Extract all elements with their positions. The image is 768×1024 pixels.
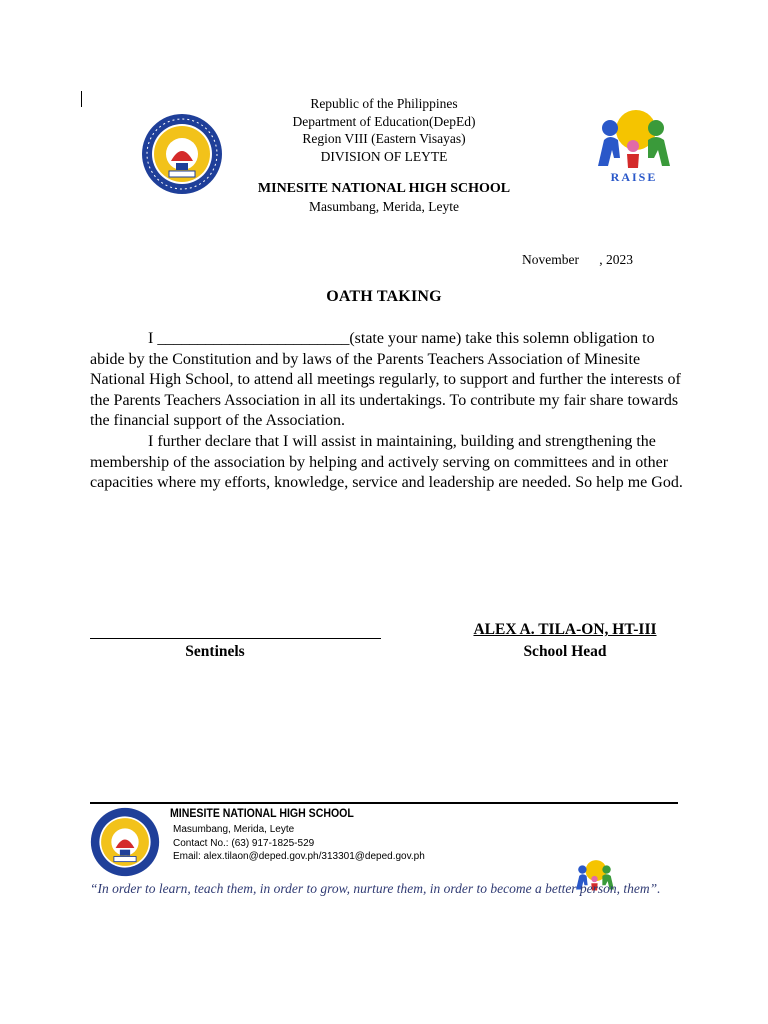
header-line-region: Region VIII (Eastern Visayas) bbox=[302, 131, 466, 146]
footer-contact-block bbox=[173, 823, 425, 864]
footer-address: Masumbang, Merida, Leyte bbox=[173, 824, 295, 835]
header-line-division: DIVISION OF LEYTE bbox=[320, 148, 448, 164]
header-line-department: Department of Education(DepEd) bbox=[292, 113, 476, 129]
raise-logo-text: RAISE bbox=[610, 170, 658, 184]
signatory-title: School Head bbox=[523, 643, 607, 660]
oath-paragraph-1: I ________________________(state your name) take this solemn obligation to abide by the Constitution and by laws of the Parents Teachers Association of Minesite National High School, to attend all meetings regularly, to support and further the interests of the Parents Teachers Association in all its undertakings. To contribute my fair share towards the financial support of the Association. bbox=[90, 330, 681, 430]
document-date: November , 2023 bbox=[522, 252, 633, 267]
signature-label-sentinels: Sentinels bbox=[185, 643, 245, 660]
footer-quote: “In order to learn, teach them, in order to grow, nurture them, in order to become a better person, them”. bbox=[90, 881, 661, 896]
school-name: MINESITE NATIONAL HIGH SCHOOL bbox=[257, 181, 511, 196]
document-title: OATH TAKING bbox=[326, 288, 442, 305]
oath-body bbox=[90, 329, 690, 494]
signatory-name: ALEX A. TILA-ON, HT-III bbox=[473, 621, 657, 638]
raise-logo bbox=[592, 106, 676, 191]
signature-line-left bbox=[90, 638, 381, 639]
footer-email: Email: alex.tilaon@deped.gov.ph/313301@deped.gov.ph bbox=[173, 851, 425, 862]
school-address: Masumbang, Merida, Leyte bbox=[309, 199, 459, 214]
footer-divider bbox=[90, 802, 678, 804]
footer-school-name: MINESITE NATIONAL HIGH SCHOOL bbox=[170, 806, 354, 820]
footer-contact-number: Contact No.: (63) 917-1825-529 bbox=[173, 837, 315, 849]
oath-paragraph-2: I further declare that I will assist in maintaining, building and strengthening the membership of the association by helping and actively serving on committees and in other capacities where my efforts, knowledge, service and leadership are needed. So help me God. bbox=[90, 432, 683, 492]
header-line-country: Republic of the Philippines bbox=[310, 96, 458, 111]
footer-school-seal-logo bbox=[90, 807, 160, 877]
